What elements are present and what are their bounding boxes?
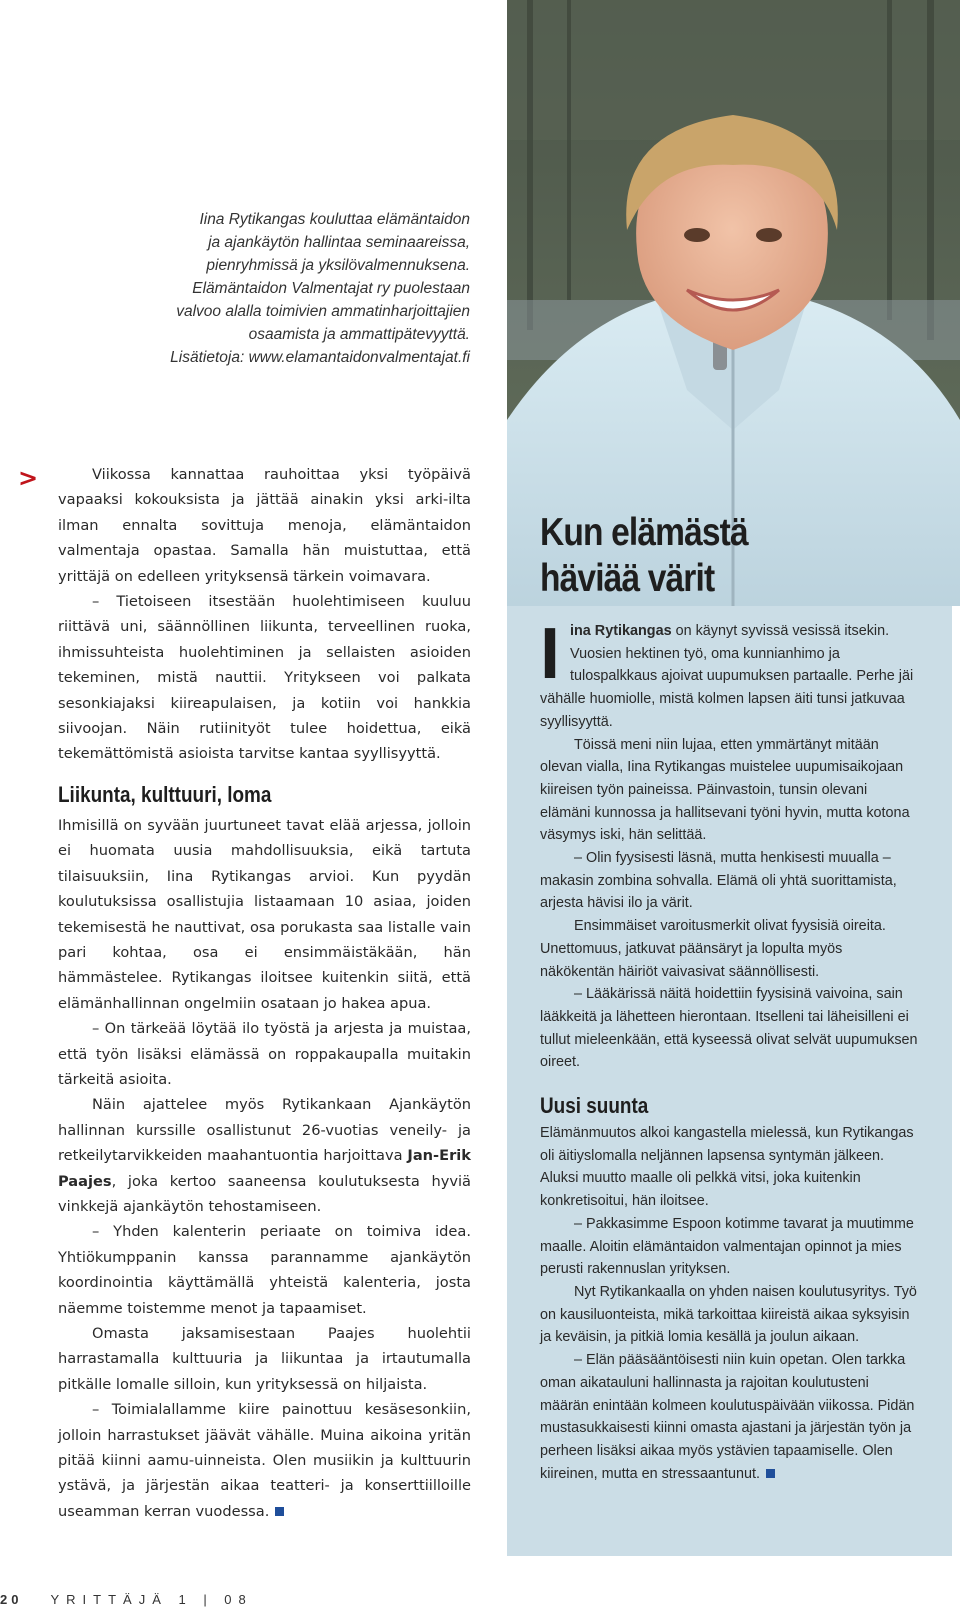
section-arrow-icon: >: [18, 464, 39, 492]
paragraph: [58, 1397, 471, 1524]
caption-line: pienryhmissä ja yksilövalmennuksena.: [206, 257, 470, 274]
page-number: 20: [0, 1592, 23, 1607]
paragraph: Omasta jaksamisestaan Paajes huolehtii harrastamalla kulttuuria ja liikuntaa ja irtautumalla pitkälle lomalle silloin, kun yrityksessä on hiljaista.: [58, 1325, 471, 1393]
paragraph: Nyt Rytikankaalla on yhden naisen koulutusyritys. Työ on kausiluonteista, mikä tarkoittaa kiireistä aikaa syksyisin ja keväisin, ja pitkiä lomia kesällä ja joulun aikaan.: [540, 1283, 917, 1346]
end-mark-icon: [766, 1469, 775, 1478]
paragraph: Töissä meni niin lujaa, etten ymmärtänyt mitään olevan vialla, Iina Rytikangas muistelee uupumisaikojaan kiireisen työn paineissa. Päinvastoin, tunsin olevani elämäni kunnossa ja hallitsevani työni hyvin, mutta kotona väsymys iski, hän selittää.: [540, 736, 910, 844]
right-column: [540, 614, 918, 1485]
caption-line: Lisätietoja: www.elamantaidonvalmentajat.fi: [170, 349, 470, 366]
lead-paragraph: [540, 614, 918, 734]
article-headline: [540, 510, 884, 602]
subheading: Uusi suunta: [540, 1093, 649, 1119]
paragraph: – Tietoiseen itsestään huolehtimiseen kuuluu riittävä uni, säännöllinen liikunta, terveellinen ruoka, ihmissuhteista huolehtiminen ja sellaisten asioiden tekeminen, mistä nauttii. Yritykseen voi palkata sesonkiajaksi kiireapulaisen, ja kotiin voi hankkia siivoojan. Näin rutiinityöt tulee hoidettua, eikä tekemättömistä asioista tarvitse kantaa syyllisyyttä.: [58, 593, 471, 763]
person-name: ina Rytikangas: [570, 623, 672, 639]
person-name: Jan-Erik Paajes: [58, 1147, 471, 1190]
photo-caption: [140, 208, 470, 369]
page-footer: [0, 1592, 253, 1607]
headline-line-1: Kun elämästä: [540, 511, 748, 554]
paragraph: – Pakkasimme Espoon kotimme tavarat ja muutimme maalle. Aloitin elämäntaidon valmentajan opinnot ja mies perusti rakennuslan yrityksen.: [540, 1215, 914, 1278]
paragraph-text: – Toimialallamme kiire painottuu kesäsesonkiin, jolloin harrastukset jäävät vähälle. Muina aikoina yritän pitää kiinni aamu-uinneista. Olen musiikin ja kulttuurin ystävä, ja järjestän aikaa teatteri- ja konserttiilloille useamman kerran vuodessa.: [58, 1401, 471, 1520]
paragraph: Ihmisillä on syvään juurtuneet tavat elää arjessa, jolloin ei huomata uusia mahdollisuuksia, eikä tartuta tilaisuuksiin, Iina Rytikangas arvioi. Kun pyydän koulutuksissa osallistujia listaamaan 10 asiaa, joiden tekemisestä he nauttivat, osa porukasta saa listalle vain pari kohtaa, osa ei ensimmäistäkään, hän hämmästelee. Rytikangas iloitsee kuitenkin siitä, että elämänhallinnan ongelmiin osataan jo hakea apua.: [58, 816, 471, 1012]
paragraph: – Yhden kalenterin periaate on toimiva idea. Yhtiökumppanin kanssa parannamme ajankäytön koordinointia käyttämällä yhteistä kalenteria, josta näemme toistemme menot ja tapaamiset.: [58, 1223, 471, 1317]
subheading: Liikunta, kulttuuri, loma: [58, 781, 272, 807]
paragraph: – Olin fyysisesti läsnä, mutta henkisesti muualla – makasin zombina sohvalla. Elämä oli yhtä suorittamista, arjesta hävisi ilo ja värit.: [540, 850, 897, 912]
paragraph: Viikossa kannattaa rauhoittaa yksi työpäivä vapaaksi kokouksista ja jättää ainakin yksi arki-ilta ilman ennalta sovittuja menoja, elämäntaidon valmentaja opastaa. Samalla hän muistuttaa, että yrittäjä on edelleen yrityksensä tärkein voimavara.: [58, 466, 471, 585]
caption-line: osaamista ja ammattipätevyyttä.: [248, 326, 470, 343]
end-mark-icon: [275, 1507, 284, 1516]
magazine-issue: YRITTÄJÄ 1 | 08: [50, 1592, 253, 1607]
paragraph: Ensimmäiset varoitusmerkit olivat fyysisiä oireita. Unettomuus, jatkuvat päänsäryt ja lopulta myös näkökentän häiriöt vaivasivat säännöllisesti.: [540, 918, 886, 980]
paragraph-text: – Elän pääsääntöisesti niin kuin opetan. Olen tarkka oman aikatauluni hallinnasta ja rajoitan koulutusteni määrän enintään kolmeen koulutuspäivään viikossa. Pidän mustasukkaisesti kiinni omasta ajastani ja järjestän työn ja perheen lisäksi aikaa myös ystävien tapaamiselle. Olen kiireinen, mutta en stressaantunut.: [540, 1352, 915, 1482]
headline-line-2: häviää värit: [540, 557, 715, 600]
paragraph: [58, 1092, 471, 1219]
drop-cap: I: [540, 614, 561, 694]
paragraph-text: on käynyt syvissä vesissä itsekin. Vuosien hektinen työ, oma kunnianhimo ja tulospalkkaus ajoivat uupumuksen partaalle. Perhe jäi vähälle huomiolle, mistä kolmen lapsen äiti tunsi jatkuvaa syyllisyyttä.: [540, 623, 914, 730]
caption-line: Elämäntaidon Valmentajat ry puolestaan: [192, 280, 470, 297]
caption-line: Iina Rytikangas kouluttaa elämäntaidon: [199, 211, 470, 228]
paragraph: Elämänmuutos alkoi kangastella mielessä, kun Rytikangas oli äitiyslomalla neljännen lapsensa syntymän jälkeen. Aluksi muutto maalle oli pelkkä vitsi, joka kuitenkin konkretisoitui, hän iloitsee.: [540, 1125, 914, 1210]
paragraph: – Lääkärissä näitä hoidettiin fyysisinä vaivoina, sain lääkkeitä ja lähetteen hierontaan. Itselleni tai läheisilleni ei tullut mieleenkään, että kyseessä olivat selvät uupumuksen oireet.: [540, 986, 918, 1071]
paragraph: [540, 1349, 918, 1485]
paragraph-text: Näin ajattelee myös Rytikankaan Ajankäytön hallinnan kurssille osallistunut 26-vuotias veneily- ja retkeilytarvikkeiden maahantuontia harjoittava: [58, 1096, 471, 1165]
caption-line: ja ajankäytön hallintaa seminaareissa,: [208, 234, 470, 251]
paragraph-text: , joka kertoo saaneensa koulutuksesta hyviä vinkkejä ajankäytön tehostamiseen.: [58, 1172, 471, 1215]
left-column: [58, 462, 471, 1524]
paragraph: – On tärkeää löytää ilo työstä ja arjesta ja muistaa, että työn lisäksi elämässä on roppakaupalla muitakin tärkeitä asioita.: [58, 1020, 471, 1088]
caption-line: valvoo alalla toimivien ammatinharjoittajien: [176, 303, 470, 320]
